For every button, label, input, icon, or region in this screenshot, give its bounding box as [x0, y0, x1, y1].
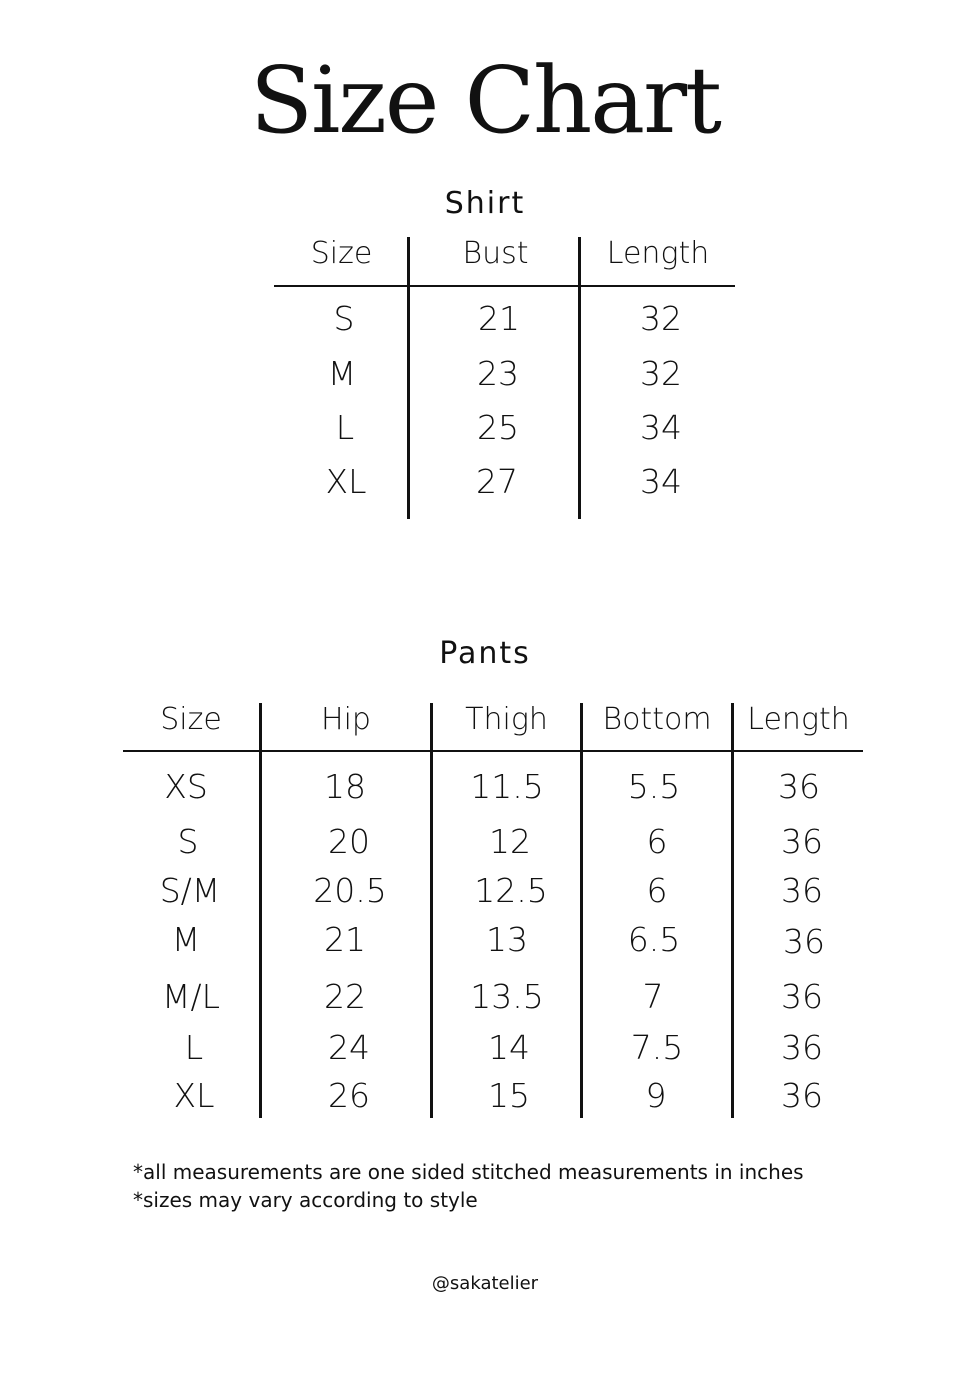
pants-row-thigh: 13.5	[470, 977, 544, 1016]
pants-row-size: M	[171, 920, 201, 959]
pants-row-thigh: 15	[488, 1076, 530, 1115]
pants-row-size: XS	[164, 767, 208, 806]
shirt-header-length: Length	[606, 236, 710, 271]
pants-row-length: 36	[783, 922, 825, 961]
pants-row-bottom: 9	[645, 1076, 667, 1115]
brand-handle: @sakatelier	[431, 1273, 539, 1294]
pants-row-thigh: 12.5	[474, 871, 548, 910]
pants-header-thigh: Thigh	[465, 702, 548, 737]
pants-header-size: Size	[160, 702, 222, 737]
pants-row-hip: 20	[328, 822, 370, 861]
pants-header-bottom: Bottom	[602, 702, 712, 737]
pants-row-size: M/L	[162, 977, 220, 1016]
shirt-row-size: L	[335, 408, 355, 447]
pants-row-thigh: 13	[486, 920, 528, 959]
pants-row-bottom: 7.5	[630, 1028, 684, 1067]
measurement-note: *all measurements are one sided stitched measurements in inches	[133, 1160, 804, 1184]
pants-row-hip: 24	[328, 1028, 370, 1067]
pants-row-size: S	[177, 822, 199, 861]
pants-row-length: 36	[781, 977, 823, 1016]
shirt-header-size: Size	[310, 236, 373, 271]
shirt-section-title: Shirt	[444, 186, 526, 221]
pants-row-bottom: 5.5	[627, 767, 681, 806]
pants-row-bottom: 7	[642, 977, 664, 1016]
pants-row-bottom: 6.5	[627, 920, 681, 959]
pants-row-hip: 20.5	[313, 871, 387, 910]
pants-row-size: S/M	[159, 871, 221, 910]
shirt-row-bust: 27	[476, 462, 518, 501]
shirt-row-size: XL	[325, 462, 367, 501]
shirt-header-bust: Bust	[462, 236, 529, 271]
pants-header-hip: Hip	[321, 702, 371, 737]
pants-section-title: Pants	[439, 636, 531, 671]
shirt-row-length: 34	[640, 462, 682, 501]
pants-row-hip: 22	[324, 977, 366, 1016]
pants-row-size: L	[184, 1028, 204, 1067]
pants-row-hip: 26	[328, 1076, 370, 1115]
shirt-row-bust: 25	[477, 408, 519, 447]
pants-row-length: 36	[781, 1028, 823, 1067]
size-variation-note: *sizes may vary according to style	[133, 1188, 478, 1212]
pants-row-hip: 21	[324, 920, 366, 959]
pants-row-size: XL	[173, 1076, 215, 1115]
shirt-row-size: M	[327, 354, 357, 393]
shirt-row-bust: 21	[478, 299, 520, 338]
shirt-row-length: 32	[640, 354, 682, 393]
pants-header-length: Length	[747, 702, 850, 737]
pants-header-divider	[123, 750, 863, 752]
pants-row-bottom: 6	[646, 871, 668, 910]
shirt-row-size: S	[333, 299, 355, 338]
pants-row-thigh: 14	[488, 1028, 530, 1067]
pants-row-length: 36	[781, 871, 823, 910]
shirt-row-length: 32	[640, 299, 682, 338]
pants-row-hip: 18	[324, 767, 366, 806]
pants-row-length: 36	[778, 767, 820, 806]
pants-row-thigh: 11.5	[470, 767, 544, 806]
page-title: Size Chart	[249, 47, 721, 154]
pants-row-bottom: 6	[646, 822, 668, 861]
pants-row-thigh: 12	[489, 822, 531, 861]
pants-row-length: 36	[781, 822, 823, 861]
shirt-row-bust: 23	[477, 354, 519, 393]
pants-row-length: 36	[781, 1076, 823, 1115]
shirt-row-length: 34	[640, 408, 682, 447]
